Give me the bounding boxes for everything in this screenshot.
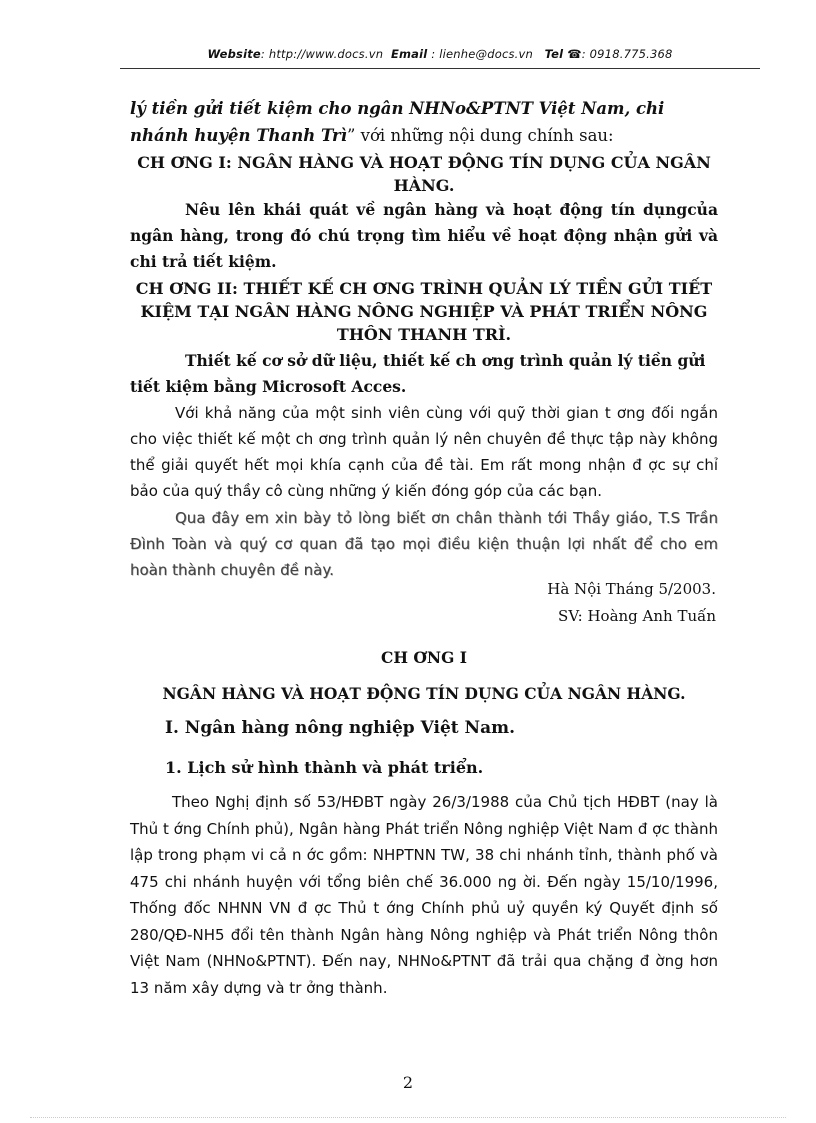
header-divider: [120, 68, 760, 69]
tel-value: : 0918.775.368: [581, 47, 673, 61]
footer-divider: [30, 1117, 786, 1118]
section-title: I. Ngân hàng nông nghiệp Việt Nam.: [165, 718, 515, 738]
phone-icon: ☎: [567, 47, 582, 61]
chapter2-description: Thiết kế cơ sở dữ liệu, thiết kế ch ơng trình quản lý tiền gửi tiết kiệm bằng Microsoft Acces.: [130, 351, 706, 396]
chapter-name: NGÂN HÀNG VÀ HOẠT ĐỘNG TÍN DỤNG CỦA NGÂN HÀNG.: [162, 684, 686, 703]
paragraph-history: Theo Nghị định số 53/HĐBT ngày 26/3/1988 của Chủ tịch HĐBT (nay là Thủ t ớng Chính phủ), Ngân hàng Phát triển Nông nghiệp Việt Nam đ ợc thành lập trong phạm vi cả n ớc gồm: NHPTNN TW, 38 chi nhánh tỉnh, thành phố và 475 chi nhánh huyện với tổng biên chế 36.000 ng ời. Đến ngày 15/10/1996, Thống đốc NHNN VN đ ợc Thủ t ớng Chính phủ uỷ quyền ký Quyết định số 280/QĐ-NH5 đổi tên thành Ngân hàng Nông nghiệp và Phát triển Nông thôn Việt Nam (NHNo&PTNT). Đến nay, NHNo&PTNT đã trải qua chặng đ ờng hơn 13 năm xây dựng và tr ởng thành.: [130, 793, 718, 997]
website-value[interactable]: : http://www.docs.vn: [260, 47, 384, 61]
chapter2-title: CH ƠNG II: THIẾT KẾ CH ƠNG TRÌNH QUẢN LÝ TIỀN GỬI TIẾT KIỆM TẠI NGÂN HÀNG NÔNG NGHIỆP VÀ PHÁT TRIỂN NÔNG THÔN THANH TRÌ.: [135, 279, 713, 344]
email-label: Email: [390, 47, 428, 61]
intro-title-part: lý tiền gửi tiết kiệm cho ngân NHNo&PTNT Việt Nam, chi nhánh huyện Thanh Trì: [130, 99, 665, 145]
email-value[interactable]: : lienhe@docs.vn: [431, 47, 534, 61]
website-label: Website: [207, 47, 261, 61]
intro-paragraph: [130, 95, 718, 149]
intro-rest: ” với những nội dung chính sau:: [346, 126, 614, 145]
signature-author: SV: Hoàng Anh Tuấn: [558, 607, 716, 625]
signature-date: Hà Nội Tháng 5/2003.: [547, 580, 716, 598]
chapter1-description: Nêu lên khái quát về ngân hàng và hoạt động tín dụngcủa ngân hàng, trong đó chú trọng tìm hiểu về hoạt động nhận gửi và chi trả tiết kiệm.: [130, 200, 718, 271]
page-number: 2: [402, 1073, 414, 1092]
tel-label: Tel: [544, 47, 564, 61]
chapter-number: CH ƠNG I: [381, 648, 467, 667]
subsection-title: 1. Lịch sử hình thành và phát triển.: [165, 758, 484, 777]
paragraph-thanks: Qua đây em xin bày tỏ lòng biết ơn chân thành tới Thầy giáo, T.S Trần Đình Toàn và quý cơ quan đã tạo mọi điều kiện thuận lợi nhất để cho em hoàn thành chuyên đề này.: [130, 509, 718, 579]
page-header: [120, 47, 760, 65]
chapter1-title: CH ƠNG I: NGÂN HÀNG VÀ HOẠT ĐỘNG TÍN DỤNG CỦA NGÂN HÀNG.: [137, 153, 711, 195]
paragraph-limitations: Với khả năng của một sinh viên cùng với quỹ thời gian t ơng đối ngắn cho việc thiết kế một ch ơng trình quản lý nên chuyên đề thực tập này không thể giải quyết hết mọi khía cạnh của đề tài. Em rất mong nhận đ ợc sự chỉ bảo của quý thầy cô cùng những ý kiến đóng góp của các bạn.: [130, 404, 718, 500]
